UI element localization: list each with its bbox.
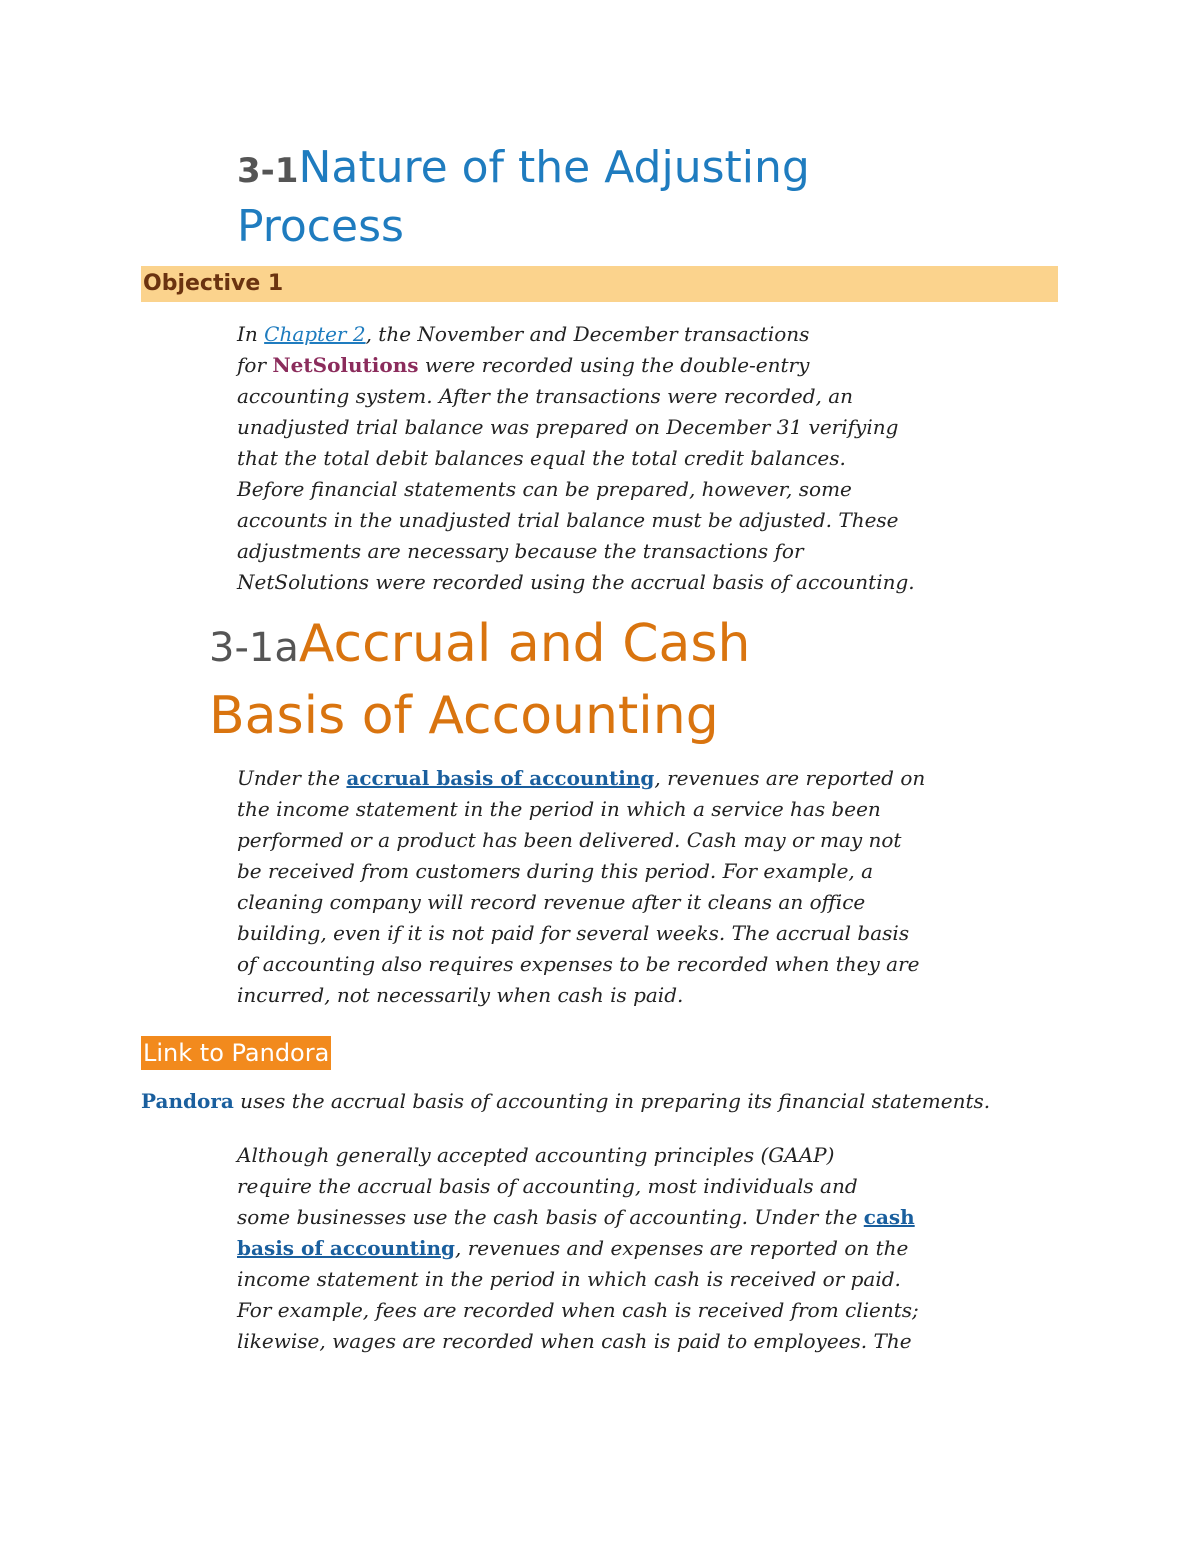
objective-banner	[141, 266, 1058, 302]
link-to-pandora-badge: Link to Pandora	[141, 1036, 331, 1070]
cash-basis-paragraph	[237, 1140, 997, 1357]
section-number: 3-1	[237, 151, 299, 191]
paragraph-line: accounts in the unadjusted trial balance must be adjusted. These	[237, 508, 899, 532]
subsection-title-line1: Accrual and Cash	[298, 614, 751, 674]
text-run: uses the accrual basis of accounting in preparing its financial statements.	[233, 1089, 991, 1113]
paragraph-line: be received from customers during this period. For example, a	[237, 859, 874, 883]
subsection-heading	[209, 610, 1009, 750]
paragraph-line: the income statement in the period in which a service has been	[237, 797, 881, 821]
paragraph-line	[237, 350, 997, 381]
intro-paragraph	[237, 319, 997, 598]
paragraph-line: building, even if it is not paid for several weeks. The accrual basis	[237, 921, 910, 945]
paragraph-line: Although generally accepted accounting principles (GAAP)	[237, 1143, 835, 1167]
paragraph-line	[237, 1233, 997, 1264]
text-run: , revenues and expenses are reported on the	[455, 1236, 909, 1260]
paragraph-line: Before financial statements can be prepared, however, some	[237, 477, 852, 501]
paragraph-line: unadjusted trial balance was prepared on December 31 verifying	[237, 415, 899, 439]
section-title-line1: Nature of the Adjusting	[298, 142, 810, 193]
paragraph-line	[237, 319, 997, 350]
paragraph-line: cleaning company will record revenue after it cleans an office	[237, 890, 866, 914]
section-title-line2: Process	[237, 201, 404, 252]
paragraph-line: income statement in the period in which cash is received or paid.	[237, 1267, 901, 1291]
paragraph-line: For example, fees are recorded when cash is received from clients;	[237, 1298, 919, 1322]
text-run: for	[237, 353, 273, 377]
paragraph-line: likewise, wages are recorded when cash is paid to employees. The	[237, 1329, 912, 1353]
cash-basis-link-part2[interactable]: basis of accounting	[237, 1236, 456, 1260]
cash-basis-link-part1[interactable]: cash	[863, 1205, 915, 1229]
text-run: , the November and December transactions	[365, 322, 810, 346]
chapter-2-link[interactable]: Chapter 2	[264, 322, 366, 346]
paragraph-line: accounting system. After the transactions were recorded, an	[237, 384, 854, 408]
pandora-brand: Pandora	[141, 1089, 234, 1113]
accrual-basis-link[interactable]: accrual basis of accounting	[346, 766, 655, 790]
paragraph-line: that the total debit balances equal the total credit balances.	[237, 446, 846, 470]
paragraph-line: NetSolutions were recorded using the accrual basis of accounting.	[237, 570, 915, 594]
text-run: were recorded using the double-entry	[418, 353, 810, 377]
text-run: In	[237, 322, 265, 346]
paragraph-line: require the accrual basis of accounting, most individuals and	[237, 1174, 858, 1198]
objective-label: Objective 1	[143, 271, 284, 296]
text-run: Under the	[237, 766, 347, 790]
paragraph-line: adjustments are necessary because the transactions for	[237, 539, 804, 563]
subsection-number: 3-1a	[209, 625, 299, 671]
accrual-paragraph	[237, 763, 997, 1011]
paragraph-line: of accounting also requires expenses to be recorded when they are	[237, 952, 920, 976]
paragraph-line: incurred, not necessarily when cash is paid.	[237, 983, 684, 1007]
pandora-paragraph	[141, 1086, 1101, 1117]
subsection-title-line2: Basis of Accounting	[209, 686, 719, 746]
netsolutions-brand: NetSolutions	[272, 353, 419, 377]
paragraph-line	[237, 763, 997, 794]
text-run: some businesses use the cash basis of accounting. Under the	[237, 1205, 864, 1229]
text-run: , revenues are reported on	[654, 766, 926, 790]
paragraph-line	[237, 1202, 997, 1233]
paragraph-line: performed or a product has been delivered. Cash may or may not	[237, 828, 902, 852]
section-heading	[237, 140, 997, 255]
